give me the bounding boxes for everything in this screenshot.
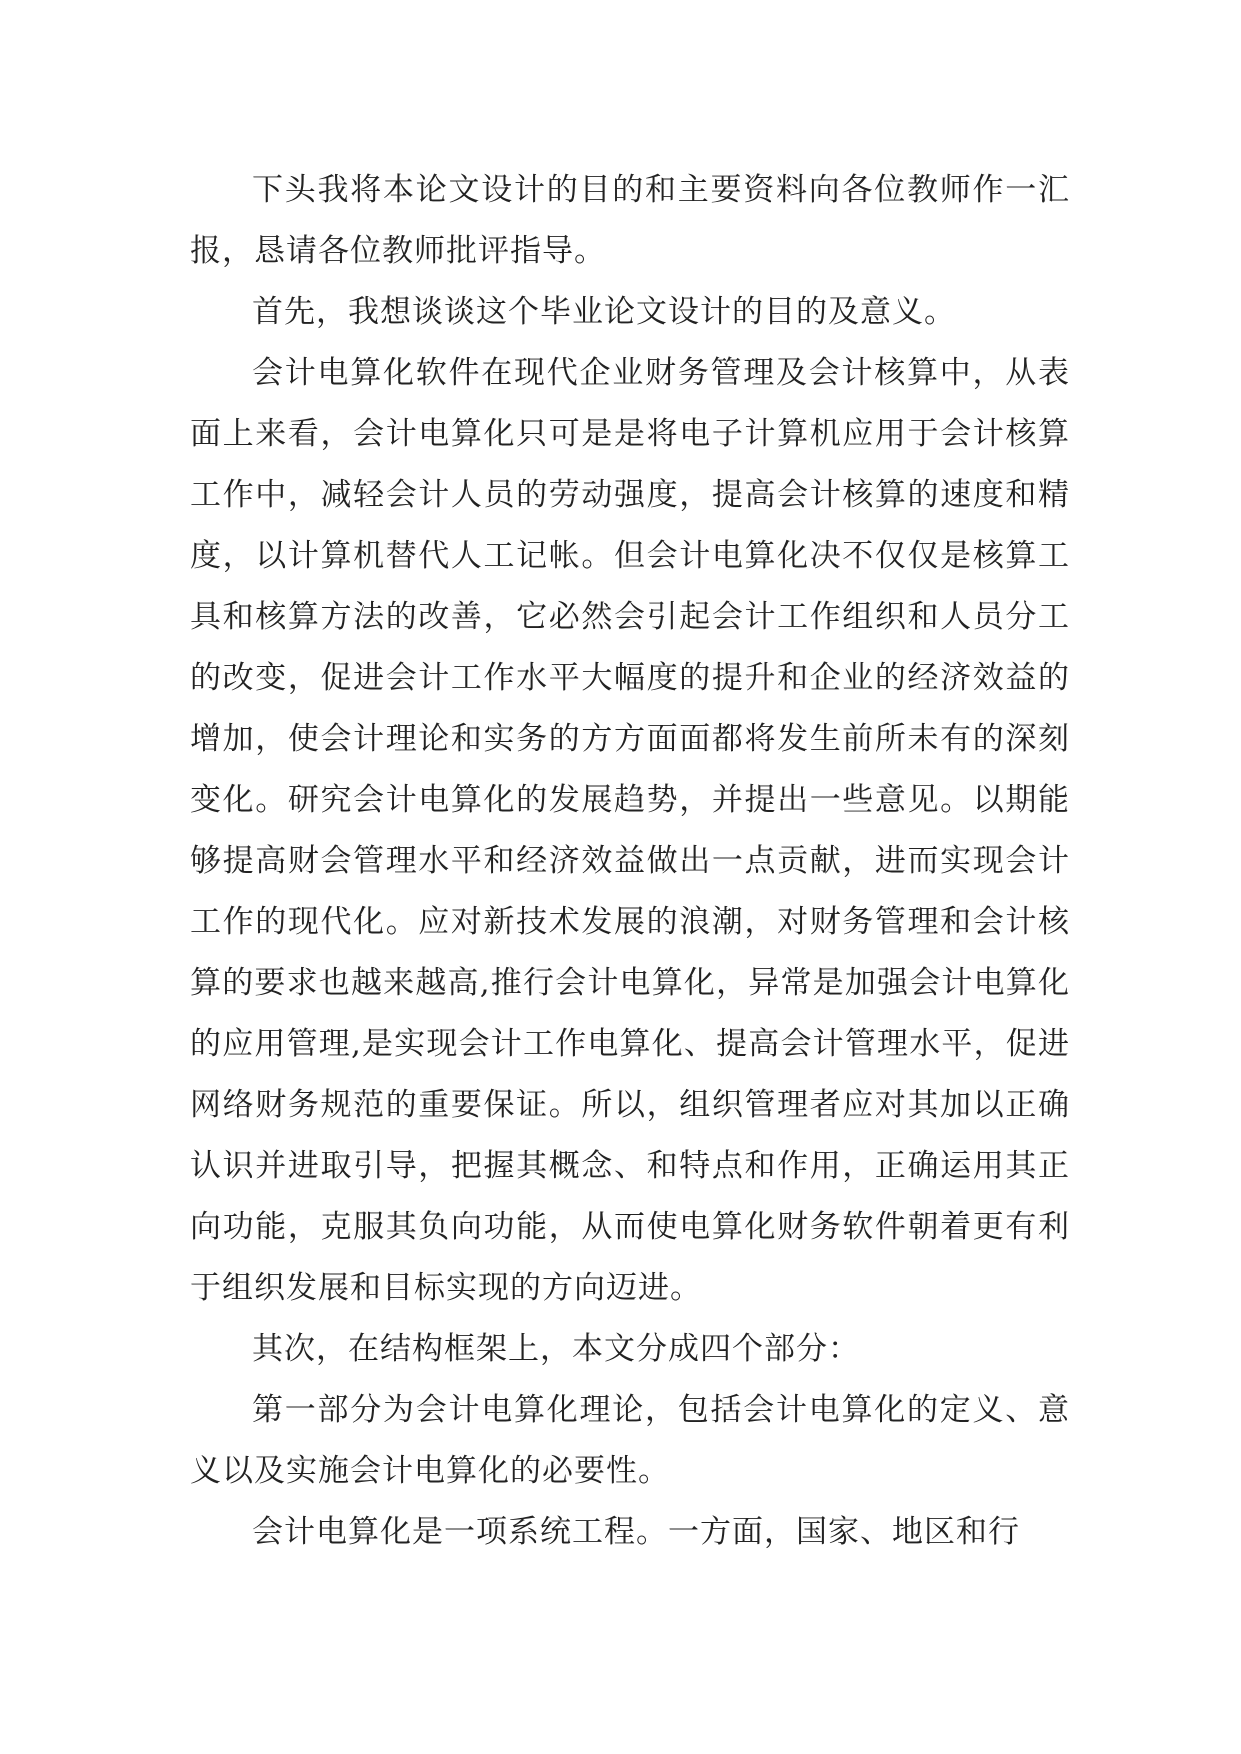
- body-text: [190, 160, 1070, 1563]
- paragraph-part-one: 第一部分为会计电算化理论，包括会计电算化的定义、意义以及实施会计电算化的必要性。: [190, 1392, 1070, 1489]
- paragraph-purpose-heading: 首先，我想谈谈这个毕业论文设计的目的及意义。: [252, 294, 956, 330]
- paragraph-intro: 下头我将本论文设计的目的和主要资料向各位教师作一汇报，恳请各位教师批评指导。: [190, 172, 1070, 269]
- paragraph-purpose-body: 会计电算化软件在现代企业财务管理及会计核算中，从表面上来看，会计电算化只可是是将电子计算机应用于会计核算工作中，减轻会计人员的劳动强度，提高会计核算的速度和精度，以计算机替代人工记帐。但会计电算化决不仅仅是核算工具和核算方法的改善，它必然会引起会计工作组织和人员分工的改变，促进会计工作水平大幅度的提升和企业的经济效益的增加，使会计理论和实务的方方面面都将发生前所未有的深刻变化。研究会计电算化的发展趋势，并提出一些意见。以期能够提高财会管理水平和经济效益做出一点贡献，进而实现会计工作的现代化。应对新技术发展的浪潮，对财务管理和会计核算的要求也越来越高,推行会计电算化，异常是加强会计电算化的应用管理,是实现会计工作电算化、提高会计管理水平，促进网络财务规范的重要保证。所以，组织管理者应对其加以正确认识并进取引导，把握其概念、和特点和作用，正确运用其正向功能，克服其负向功能，从而使电算化财务软件朝着更有利于组织发展和目标实现的方向迈进。: [190, 355, 1070, 1306]
- paragraph-structure-heading: 其次，在结构框架上，本文分成四个部分：: [252, 1331, 860, 1367]
- paragraph-system-engineering: 会计电算化是一项系统工程。一方面，国家、地区和行: [252, 1514, 1020, 1550]
